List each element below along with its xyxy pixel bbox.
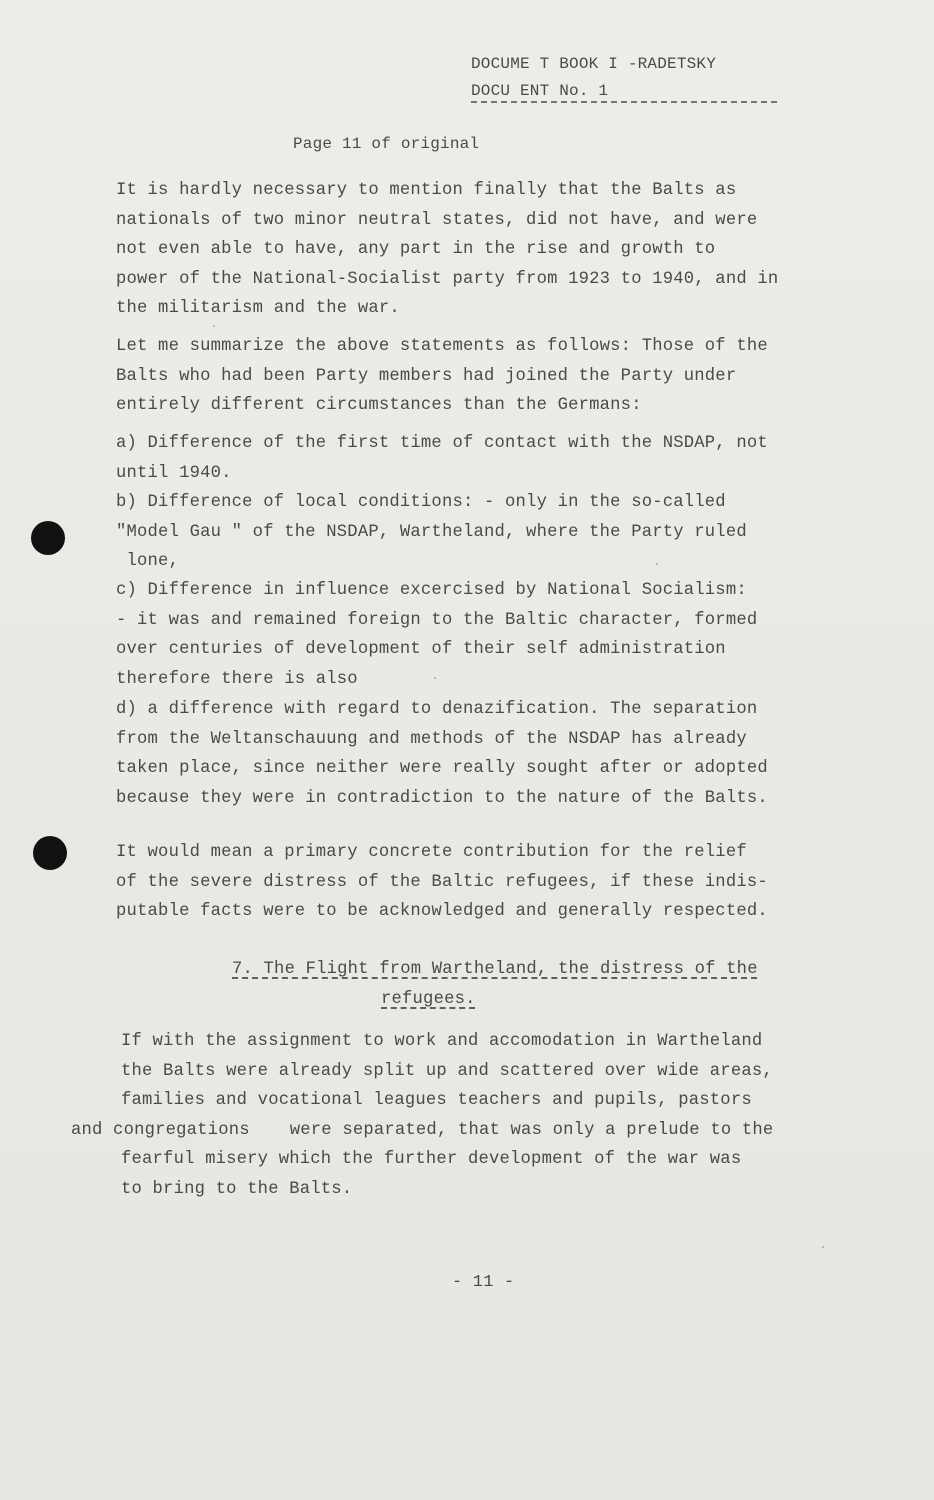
page-number: - 11 - (452, 1273, 515, 1292)
paper-speck (822, 1246, 824, 1248)
punch-hole (31, 521, 65, 555)
text-line: fearful misery which the further development of the war was (121, 1150, 742, 1169)
text-line: over centuries of development of their self administration (116, 640, 726, 659)
text-line: a) Difference of the first time of contact with the NSDAP, not (116, 434, 768, 453)
document-number-label: DOCU ENT No. 1 (471, 82, 609, 100)
header-divider (471, 101, 777, 103)
text-line: If with the assignment to work and accomodation in Wartheland (121, 1032, 763, 1051)
text-line: It would mean a primary concrete contribution for the relief (116, 843, 747, 862)
text-line: Let me summarize the above statements as follows: Those of the (116, 337, 768, 356)
paragraph-contribution (116, 838, 876, 927)
text-line: b) Difference of local conditions: - only in the so-called (116, 493, 726, 512)
list-item-b (116, 488, 876, 577)
text-line: nationals of two minor neutral states, did not have, and were (116, 210, 758, 230)
text-line: lone, (116, 552, 180, 571)
paragraph-flight (71, 1027, 861, 1204)
list-item-d (116, 695, 876, 813)
paper-speck (656, 563, 658, 565)
text-line: power of the National-Socialist party from 1923 to 1940, and in (116, 269, 779, 289)
punch-hole (33, 836, 67, 870)
paragraph-summary (116, 332, 876, 421)
list-item-a (116, 429, 876, 488)
text-line: d) a difference with regard to denazification. The separation (116, 700, 758, 719)
document-header (471, 51, 781, 105)
text-line: Balts who had been Party members had joined the Party under (116, 366, 737, 386)
text-line: families and vocational leagues teachers and pupils, pastors (121, 1091, 752, 1110)
heading-line: refugees. (381, 989, 476, 1009)
text-line (71, 1116, 861, 1146)
text-line: entirely different circumstances than the Germans: (116, 396, 642, 415)
text-line: therefore there is also (116, 669, 358, 689)
text-line: of the severe distress of the Baltic refugees, if these indis- (116, 872, 768, 892)
paragraph-intro (116, 176, 876, 324)
text-fragment: and congregations (71, 1120, 250, 1140)
page-reference: Page 11 of original (293, 135, 480, 153)
list-item-c (116, 576, 876, 694)
section-heading (232, 955, 832, 1014)
paper-speck (213, 325, 215, 327)
text-line: from the Weltanschauung and methods of the NSDAP has already (116, 729, 747, 749)
text-line: to bring to the Balts. (121, 1179, 353, 1199)
text-line: because they were in contradiction to the nature of the Balts. (116, 788, 768, 808)
text-line: "Model Gau " of the NSDAP, Wartheland, where the Party ruled (116, 522, 747, 542)
text-line: putable facts were to be acknowledged and generally respected. (116, 902, 768, 921)
heading-line: 7. The Flight from Wartheland, the distress of the (232, 960, 758, 979)
text-fragment: were separated, that was only a prelude to the (289, 1120, 774, 1140)
text-line: - it was and remained foreign to the Baltic character, formed (116, 610, 758, 630)
text-line: c) Difference in influence excercised by National Socialism: (116, 581, 747, 600)
text-line: not even able to have, any part in the rise and growth to (116, 240, 716, 259)
text-line: the militarism and the war. (116, 299, 400, 318)
paper-speck (434, 677, 436, 679)
document-book-label: DOCUME T BOOK I -RADETSKY (471, 55, 717, 73)
text-line: until 1940. (116, 463, 232, 483)
text-line: taken place, since neither were really sought after or adopted (116, 759, 768, 778)
text-line: the Balts were already split up and scattered over wide areas, (121, 1061, 773, 1081)
text-line: It is hardly necessary to mention finally that the Balts as (116, 181, 737, 200)
